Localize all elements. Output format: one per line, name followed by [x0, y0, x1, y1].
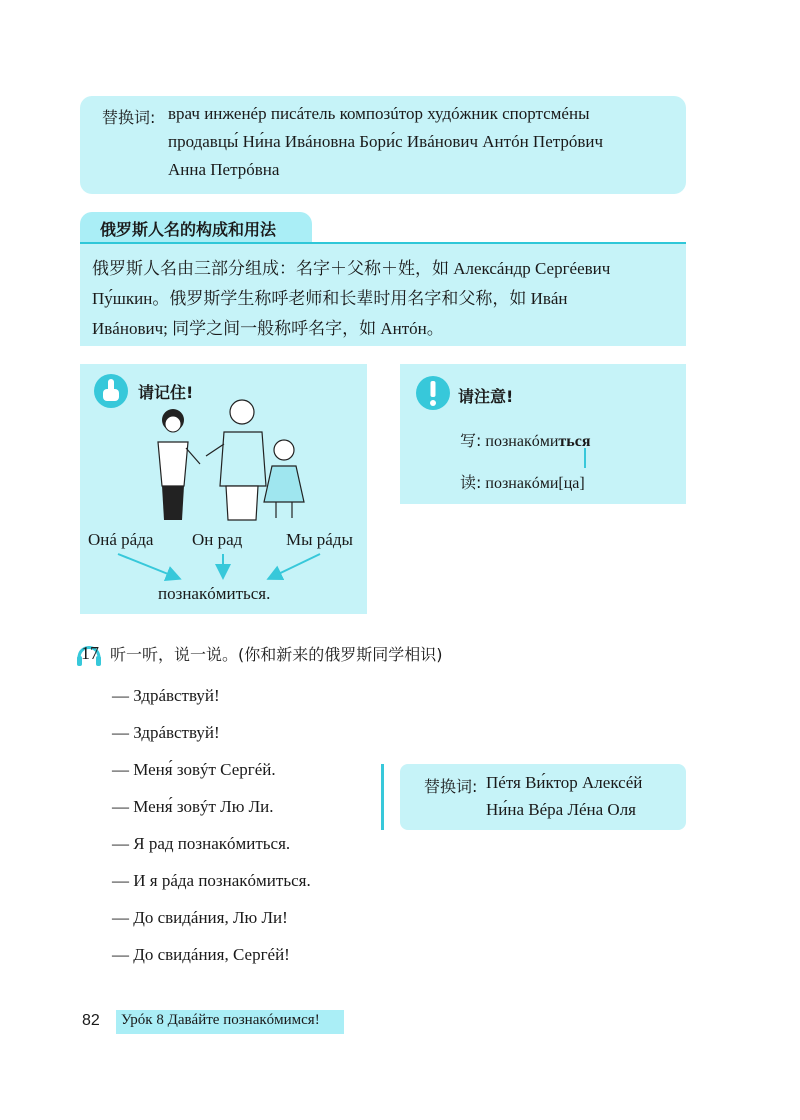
substitution-label: 替换词: — [102, 108, 156, 127]
write-ending: ться — [558, 433, 591, 450]
remember-box — [80, 364, 367, 614]
substitution-line-1: Пéтя Ви́ктор Алексéй — [486, 773, 643, 792]
arrows — [80, 550, 367, 586]
read-row — [460, 470, 585, 493]
dialogue-line: — И я рáда познакóмиться. — [112, 871, 311, 890]
write-label: 写: — [460, 431, 482, 450]
exclamation-icon — [416, 376, 450, 410]
remember-title: 请记住! — [138, 383, 194, 402]
names-section-tab — [80, 212, 312, 242]
form-he: Он рад — [192, 530, 243, 549]
names-section-title: 俄罗斯人名的构成和用法 — [100, 220, 277, 239]
substitution-line-2: Ни́на Вéра Лéна Оля — [486, 800, 636, 819]
exercise-title: 听一听，说一说。(你和新来的俄罗斯同学相识) — [110, 645, 443, 664]
substitution-line-1: врач инженéр писáтель композúтор худóжник спортсмéны — [168, 104, 590, 123]
dialogue-line: — Здрáвствуй! — [112, 686, 220, 705]
dialogue-line: — До свидáния, Сергéй! — [112, 945, 290, 964]
people-illustration — [140, 390, 340, 524]
read-label: 读: — [460, 473, 482, 492]
substitution-line-3: Анна Петрóвна — [168, 160, 280, 179]
attention-box — [400, 364, 686, 504]
dialogue-line: — До свидáния, Лю Ли! — [112, 908, 288, 927]
connector-line — [582, 448, 588, 468]
dialogue-line: — Меня́ зовýт Лю Ли. — [112, 797, 274, 816]
dialogue-line: — Здрáвствуй! — [112, 723, 220, 742]
dialogue-line: — Меня́ зовýт Сергéй. — [112, 760, 276, 779]
exercise-number: 17 — [81, 643, 99, 663]
names-line-3: Ивáнович; 同学之间一般称呼名字，如 Антóн。 — [92, 319, 444, 338]
exercise-number-badge — [76, 636, 102, 670]
substitution-box-bottom — [400, 764, 686, 830]
form-she: Онá рáда — [88, 530, 154, 549]
target-verb: познакóмиться. — [158, 584, 271, 603]
dialogue-line: — Я рад познакóмиться. — [112, 834, 291, 853]
substitution-label: 替换词: — [424, 777, 478, 796]
page-number: 82 — [82, 1012, 100, 1029]
write-row — [460, 428, 591, 451]
substitution-line-2: продавцы́ Ни́на Ивáновна Бори́с Ивáнович Антóн Петрóвич — [168, 132, 604, 151]
attention-title: 请注意! — [458, 387, 514, 406]
raised-finger-icon — [94, 374, 128, 408]
read-word: познакóми[ца] — [485, 475, 585, 492]
lesson-title: Урóк 8 Давáйте познакóмимся! — [121, 1012, 320, 1028]
write-stem: познакóми — [485, 433, 559, 450]
names-section-box — [80, 242, 686, 346]
substitution-box-top — [80, 96, 686, 194]
form-we: Мы рáды — [286, 530, 353, 549]
names-line-1: 俄罗斯人名由三部分组成：名字＋父称＋姓，如 Алексáндр Сергéевич — [92, 259, 611, 278]
names-line-2: Пу́шкин。俄罗斯学生称呼老师和长辈时用名字和父称，如 Ивáн — [92, 289, 568, 308]
lesson-footer — [116, 1010, 344, 1034]
substitution-marker-bar — [381, 764, 384, 830]
